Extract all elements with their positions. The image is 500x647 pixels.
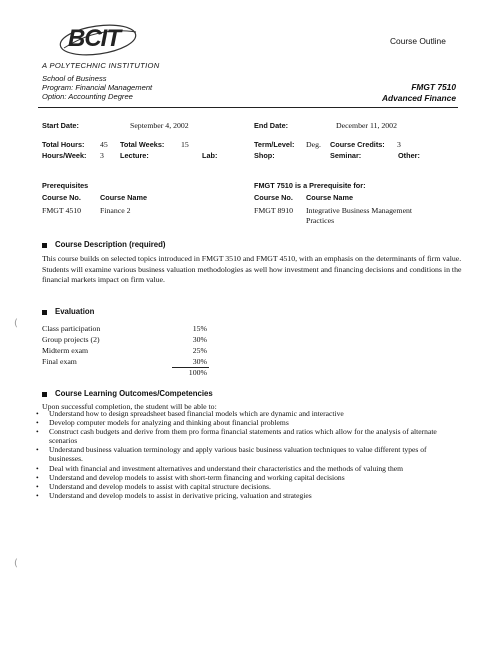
prereq-course-no: FMGT 4510 bbox=[42, 206, 82, 215]
school-name: School of Business bbox=[42, 74, 107, 83]
total-weeks-value: 15 bbox=[181, 140, 189, 149]
prereq-for-title: FMGT 7510 is a Prerequisite for: bbox=[254, 181, 366, 190]
list-item bbox=[34, 445, 462, 463]
bullet-icon: • bbox=[36, 472, 39, 482]
bullet-icon: • bbox=[36, 445, 39, 455]
prereq-for-course-no: FMGT 8910 bbox=[254, 206, 294, 215]
outcomes-heading: Course Learning Outcomes/Competencies bbox=[55, 389, 213, 398]
scan-mark: ( bbox=[14, 558, 18, 569]
prereq-course-name: Finance 2 bbox=[100, 206, 131, 215]
scan-mark: ( bbox=[14, 318, 18, 329]
bullet-icon: • bbox=[36, 409, 39, 418]
bullet-icon: • bbox=[36, 481, 39, 491]
eval-item-label: Class participation bbox=[42, 324, 101, 333]
description-text: This course builds on selected topics introduced in FMGT 3510 and FMGT 4510, with an emphasis on the determinants of firm value. Students will examine various business valuation methodologies as well how investment and financing decisions and conditions in the financial markets impact on firm value. bbox=[42, 254, 462, 284]
course-code: FMGT 7510 bbox=[411, 82, 456, 92]
bcit-logo bbox=[58, 22, 140, 58]
lab-label: Lab: bbox=[202, 151, 218, 160]
list-item bbox=[34, 491, 462, 500]
total-hours-label: Total Hours: bbox=[42, 140, 85, 149]
seminar-label: Seminar: bbox=[330, 151, 362, 160]
outcome-text: Understand and develop models to assist in derivative pricing, valuation and strategies bbox=[49, 490, 312, 500]
list-item bbox=[34, 482, 462, 491]
description-heading: Course Description (required) bbox=[55, 240, 166, 249]
other-label: Other: bbox=[398, 151, 420, 160]
tagline: A POLYTECHNIC INSTITUTION bbox=[42, 61, 160, 70]
outcome-text: Understand how to design spreadsheet based financial models which are dynamic and interactive bbox=[49, 409, 344, 418]
term-level-label: Term/Level: bbox=[254, 140, 295, 149]
outcomes-list bbox=[34, 409, 462, 500]
eval-item-label: Group projects (2) bbox=[42, 335, 100, 344]
header-divider bbox=[38, 107, 458, 108]
bullet-icon: • bbox=[36, 427, 39, 437]
section-bullet-icon bbox=[42, 243, 47, 248]
outcome-text: Understand and develop models to assist with short-term financing and working capital decisions bbox=[49, 472, 345, 482]
start-date-label: Start Date: bbox=[42, 121, 79, 130]
program-name: Program: Financial Management bbox=[42, 83, 153, 92]
doc-type: Course Outline bbox=[390, 36, 446, 46]
list-item bbox=[34, 473, 462, 482]
evaluation-total: 100% bbox=[188, 368, 207, 377]
prereq-col-course-no: Course No. bbox=[42, 193, 81, 202]
lecture-label: Lecture: bbox=[120, 151, 149, 160]
course-title: Advanced Finance bbox=[381, 93, 456, 103]
total-weeks-label: Total Weeks: bbox=[120, 140, 165, 149]
eval-item-label: Final exam bbox=[42, 357, 77, 366]
prereq-for-course-name-line2: Practices bbox=[306, 216, 335, 225]
prerequisites-title: Prerequisites bbox=[42, 181, 89, 190]
bullet-icon: • bbox=[36, 418, 39, 428]
prereq-for-col-course-no: Course No. bbox=[254, 193, 293, 202]
option-name: Option: Accounting Degree bbox=[42, 92, 133, 101]
eval-item-value: 25% bbox=[192, 346, 207, 355]
list-item bbox=[34, 427, 462, 445]
list-item bbox=[34, 418, 462, 427]
list-item bbox=[34, 409, 462, 418]
eval-item-value: 15% bbox=[192, 324, 207, 333]
eval-item-value: 30% bbox=[192, 357, 207, 366]
outcome-text: Develop computer models for analyzing and thinking about financial problems bbox=[49, 418, 289, 428]
shop-label: Shop: bbox=[254, 151, 275, 160]
end-date-label: End Date: bbox=[254, 121, 289, 130]
eval-item-label: Midterm exam bbox=[42, 346, 89, 355]
list-item bbox=[34, 464, 462, 473]
logo-text: BCIT bbox=[68, 25, 120, 52]
course-credits-label: Course Credits: bbox=[330, 140, 385, 149]
end-date-value: December 11, 2002 bbox=[336, 121, 397, 130]
outcome-text: Understand and develop models to assist with capital structure decisions. bbox=[49, 481, 271, 491]
evaluation-heading: Evaluation bbox=[55, 307, 95, 316]
prereq-col-course-name: Course Name bbox=[100, 193, 148, 202]
total-hours-value: 45 bbox=[100, 140, 108, 149]
bullet-icon: • bbox=[36, 463, 39, 473]
outcome-text: Construct cash budgets and derive from them pro forma financial statements and ratios which allow for the analysis of alternate scenarios bbox=[49, 427, 437, 446]
outcome-text: Deal with financial and investment alternatives and understand their characteristics and the methods of valuing them bbox=[49, 463, 404, 473]
hours-week-label: Hours/Week: bbox=[42, 151, 87, 160]
course-credits-value: 3 bbox=[397, 140, 401, 149]
section-bullet-icon bbox=[42, 392, 47, 397]
bullet-icon: • bbox=[36, 490, 39, 500]
eval-item-value: 30% bbox=[192, 335, 207, 344]
hours-week-value: 3 bbox=[100, 151, 104, 160]
outcomes-intro: Upon successful completion, the student will be able to: bbox=[42, 402, 217, 411]
term-level-value: Deg. bbox=[306, 140, 321, 149]
outcome-text: Understand business valuation terminology and apply various basic business valuation techniques to value different types of businesses. bbox=[49, 445, 427, 464]
prereq-for-course-name-line1: Integrative Business Management bbox=[306, 206, 413, 215]
prereq-for-col-course-name: Course Name bbox=[306, 193, 354, 202]
start-date-value: September 4, 2002 bbox=[130, 121, 189, 130]
section-bullet-icon bbox=[42, 310, 47, 315]
